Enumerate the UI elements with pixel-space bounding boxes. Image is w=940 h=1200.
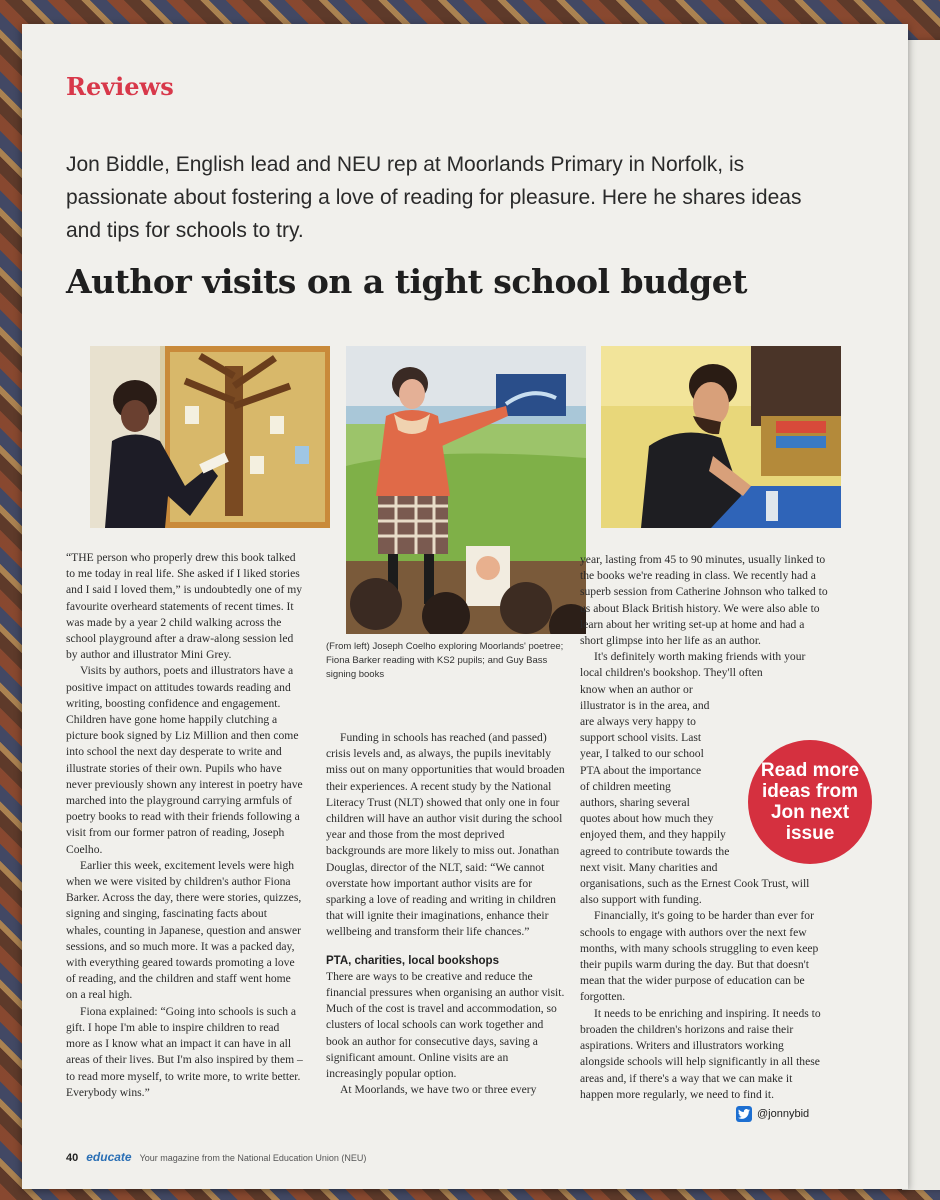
twitter-handle-text: @jonnybid bbox=[757, 1108, 810, 1120]
article-column-1 bbox=[66, 550, 304, 1101]
col1-paragraph-4: Fiona explained: “Going into schools is such a gift. I hope I'm able to inspire children to read more as I know what an impact it can have in all areas of their lives. But I'm also inspired by them – to read more myself, to write more, to write better. Everybody wins.” bbox=[66, 1004, 303, 1099]
twitter-handle[interactable] bbox=[736, 1106, 809, 1122]
col3-paragraph-2: It's definitely worth making friends with your local children's bookshop. They'll often know when an author or illustrator is in the area, and are always very happy to support school visits. Last year, I talked to our school PTA about the importance of children meeting authors, sharing several quotes about how much they enjoyed them, and they happily agreed to contribute towards the next visit. Many charities and organisations, such as the Ernest Cook Trust, will also support with funding. bbox=[580, 650, 810, 907]
headline: Author visits on a tight school budget bbox=[66, 262, 747, 301]
photo-author-holding-picture-book bbox=[346, 346, 586, 634]
col1-paragraph-1: “THE person who properly drew this book talked to me today in real life. She asked if I liked stories and I said I loved them,” is undoubtedly one of my favourite overheard statements of recent times. It was made by a year 2 child walking across the school playground after a draw-along session led by author and illustrator Mini Grey. bbox=[66, 551, 303, 662]
col1-paragraph-2: Visits by authors, poets and illustrators have a positive impact on attitudes towards reading and writing, boosting confidence and engagement. Children have gone home happily clutching a picture book signed by Liz Million and then come into school the next day desperate to write and illustrate stories of their own. Pupils who have never previously shown any interest in poetry have marched into the playground carrying armfuls of poetry books to read with their friends following a visit from our former patron of reading, Joseph Coelho. bbox=[66, 664, 303, 856]
col2-paragraph-1: Funding in schools has reached (and passed) crisis levels and, as always, the pupils inevitably miss out on many opportunities that would broaden their experiences. A recent study by the National Literacy Trust (NLT) showed that only one in four children will have an author visit during the school year and those from the most deprived backgrounds are more likely to miss out. Jonathan Douglas, director of the NLT, said: “We cannot overstate how important author visits are for sparking a love of reading and writing in children that will ignite their imaginations, enhance their wellbeing and transform their life chances.” bbox=[326, 731, 565, 939]
twitter-icon bbox=[736, 1106, 752, 1122]
read-more-badge: Read more ideas from Jon next issue bbox=[748, 740, 872, 864]
col2-paragraph-3: At Moorlands, we have two or three every bbox=[340, 1083, 537, 1097]
photo-author-reading-classroom bbox=[90, 346, 330, 528]
col3-paragraph-4: It needs to be enriching and inspiring. It needs to broaden the children's horizons and raise their aspirations. Writers and illustrators working alongside schools will help significantly in all these areas and, if there's a way that we can make it happen more regularly, we need to find it. bbox=[580, 1006, 821, 1101]
col2-paragraph-2: There are ways to be creative and reduce the financial pressures when organising an author visit. Much of the cost is travel and accommodation, so clusters of local schools can work together and book an author for consecutive days, saving a significant amount. Online visits are an increasingly popular option. bbox=[326, 969, 565, 1081]
col3-paragraph-3: Financially, it's going to be harder than ever for schools to engage with authors over the next few months, with many schools struggling to even keep their pupils warm during the day. But that doesn't mean that the wider purpose of education can be forgotten. bbox=[580, 909, 819, 1004]
magazine-brand: educate bbox=[86, 1150, 132, 1164]
page-footer bbox=[66, 1150, 366, 1164]
photo-author-signing-books bbox=[601, 346, 841, 528]
photo-caption: (From left) Joseph Coelho exploring Moorlands' poetree; Fiona Barker reading with KS2 pupils; and Guy Bass signing books bbox=[326, 641, 564, 680]
col1-paragraph-3: Earlier this week, excitement levels were high when we were visited by children's author Fiona Barker. Across the day, there were stories, quizzes, signing and singing, fascinating facts about whales, counting in Japanese, question and answer sessions, and so much more. It was a packed day, with everything geared towards promoting a love of reading, and the children and staff went home on a real high. bbox=[66, 858, 302, 1002]
subheading: PTA, charities, local bookshops bbox=[326, 954, 499, 967]
standfirst: Jon Biddle, English lead and NEU rep at Moorlands Primary in Norfolk, is passionate about fostering a love of reading for pleasure. Here he shares ideas and tips for schools to try. bbox=[66, 153, 802, 242]
article-column-2 bbox=[326, 730, 566, 1098]
page-number: 40 bbox=[66, 1152, 79, 1164]
section-label: Reviews bbox=[66, 72, 174, 101]
col3-paragraph-1: year, lasting from 45 to 90 minutes, usually linked to the books we're reading in class. We recently had a superb session from Catherine Johnson who talked to us about Black British history. We were also able to learn about her writing set-up at home and had a short glimpse into her life as an author. bbox=[580, 553, 828, 648]
magazine-tagline: Your magazine from the National Education Union (NEU) bbox=[139, 1153, 367, 1163]
